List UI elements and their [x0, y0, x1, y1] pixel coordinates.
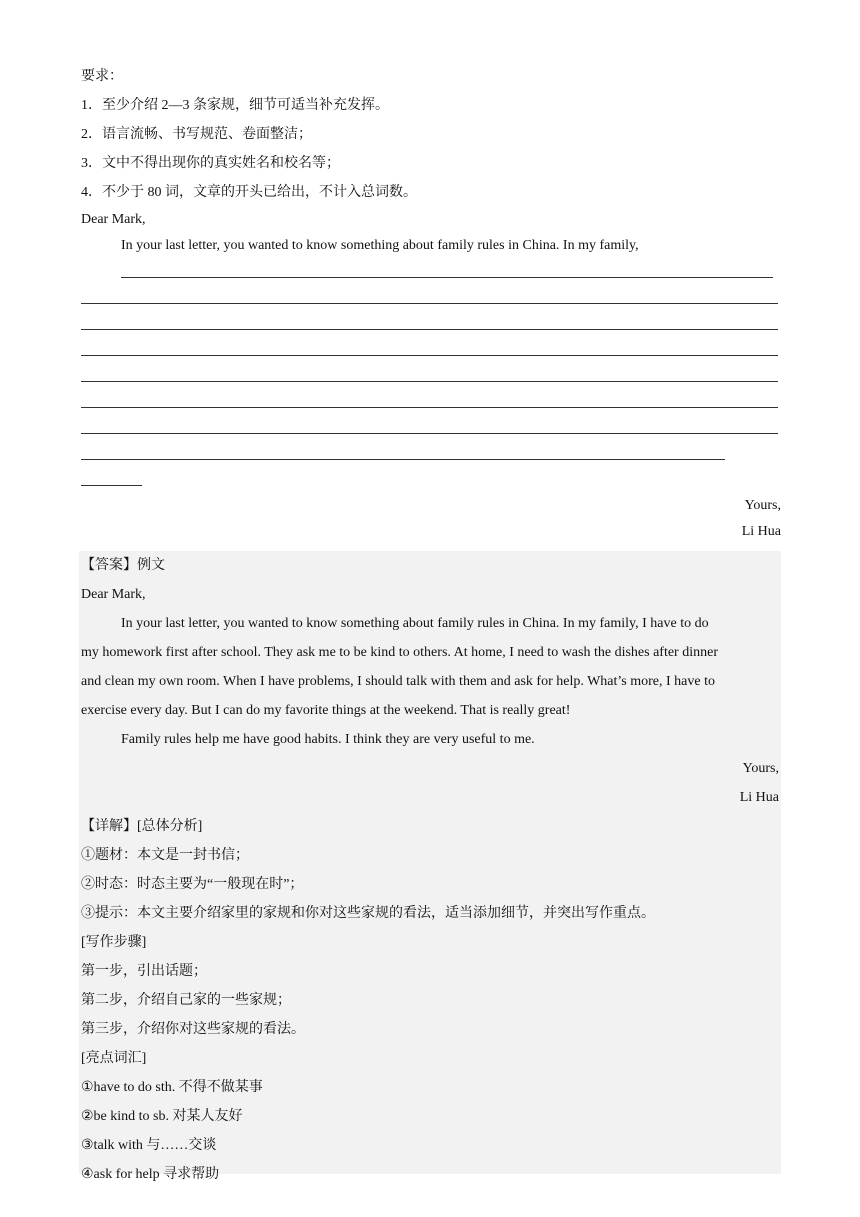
- writing-line[interactable]: [81, 363, 781, 389]
- letter-signature: Li Hua: [741, 524, 781, 539]
- writing-line[interactable]: [81, 259, 781, 285]
- vocab-item: ②be kind to sb. 对某人友好: [81, 1109, 243, 1124]
- analysis-item: ②时态：时态主要为“一般现在时”；: [81, 877, 304, 892]
- writing-line[interactable]: [81, 285, 781, 311]
- requirement-item: 4．不少于 80 词，文章的开头已给出，不计入总词数。: [81, 185, 417, 200]
- step-item: 第三步，介绍你对这些家规的看法。: [81, 1022, 305, 1037]
- answer-label: 【答案】例文: [81, 558, 165, 573]
- vocab-item: ③talk with 与……交谈: [81, 1138, 217, 1153]
- analysis-item: ③提示：本文主要介绍家里的家规和你对这些家规的看法，适当添加细节，并突出写作重点。: [81, 906, 655, 921]
- answer-line: my homework first after school. They ask me to be kind to others. At home, I need to wash the dishes after dinner: [81, 645, 718, 660]
- answer-line: exercise every day. But I can do my favorite things at the weekend. That is really great!: [81, 703, 571, 718]
- vocab-heading: [亮点词汇]: [81, 1051, 147, 1066]
- answer-closing: Yours,: [742, 761, 779, 776]
- answer-line: and clean my own room. When I have problems, I should talk with them and ask for help. What’s more, I have to: [81, 674, 715, 689]
- letter-greeting: Dear Mark,: [81, 212, 146, 227]
- vocab-item: ④ask for help 寻求帮助: [81, 1167, 220, 1182]
- step-item: 第一步，引出话题；: [81, 964, 207, 979]
- answer-panel: [79, 551, 781, 1182]
- task-section: [81, 62, 781, 545]
- writing-line[interactable]: [81, 311, 781, 337]
- answer-line: In your last letter, you wanted to know something about family rules in China. In my family, I have to do: [121, 616, 709, 631]
- requirement-item: 3．文中不得出现你的真实姓名和校名等；: [81, 156, 340, 171]
- writing-line[interactable]: [81, 337, 781, 363]
- writing-line[interactable]: [81, 415, 781, 441]
- requirement-item: 2．语言流畅、书写规范、卷面整洁；: [81, 127, 312, 142]
- analysis-item: ①题材：本文是一封书信；: [81, 848, 249, 863]
- analysis-label: 【详解】[总体分析]: [81, 819, 203, 834]
- vocab-item: ①have to do sth. 不得不做某事: [81, 1080, 263, 1095]
- letter-opening: In your last letter, you wanted to know something about family rules in China. In my family,: [121, 238, 639, 253]
- steps-heading: [写作步骤]: [81, 935, 147, 950]
- requirement-item: 1．至少介绍 2—3 条家规，细节可适当补充发挥。: [81, 98, 389, 113]
- letter-closing: Yours,: [744, 498, 781, 513]
- answer-signature: Li Hua: [739, 790, 779, 805]
- writing-line[interactable]: [81, 441, 781, 467]
- step-item: 第二步，介绍自己家的一些家规；: [81, 993, 291, 1008]
- writing-line[interactable]: [81, 389, 781, 415]
- answer-paragraph-1: [81, 609, 779, 725]
- requirements-heading: 要求：: [81, 69, 123, 84]
- writing-line[interactable]: [81, 467, 781, 493]
- answer-paragraph-2: Family rules help me have good habits. I think they are very useful to me.: [121, 732, 535, 747]
- answer-greeting: Dear Mark,: [81, 587, 146, 602]
